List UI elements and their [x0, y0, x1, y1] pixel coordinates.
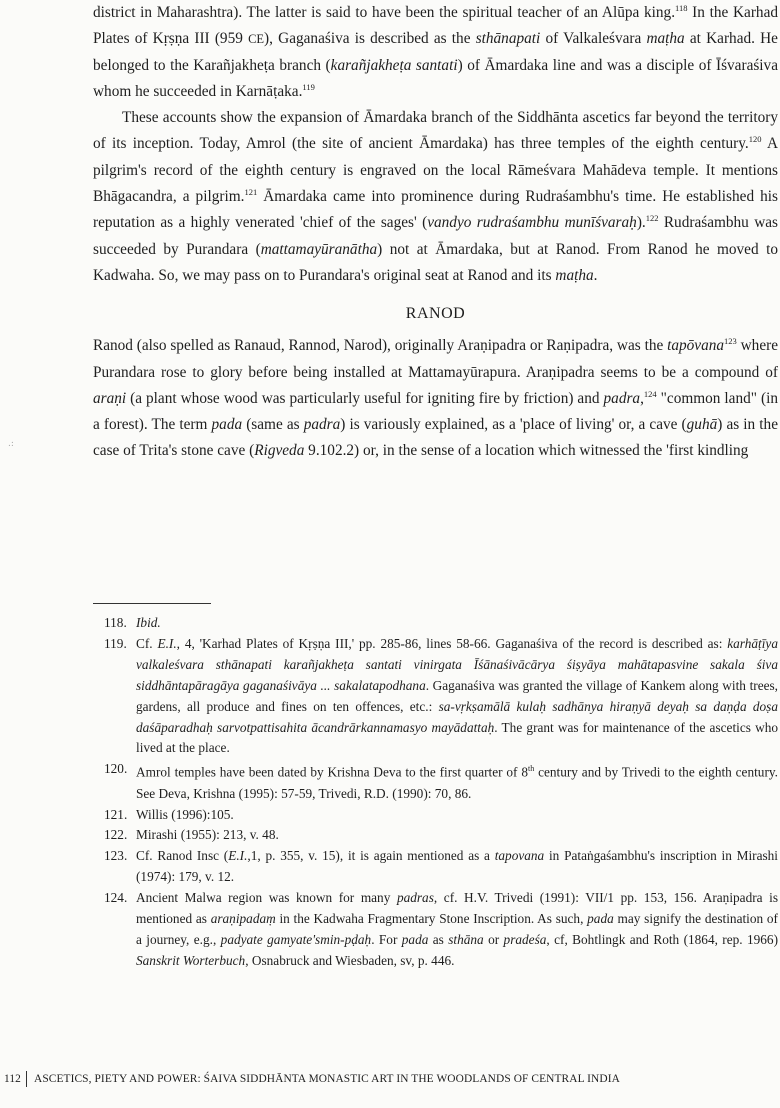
- paragraph-3: Ranod (also spelled as Ranaud, Rannod, Narod), originally Araṇipadra or Raṇipadra, was the tapōvana$^{123}$ where Purandara rose to glory before being installed at Mattamayūrapura. Araṇipadra seems to be a compound of araṇi (a plant whose wood was particularly useful for igniting fire by friction) and padra,$^{124}$ "common land" (in a forest). The term pada (same as padra) is variously explained, as a 'place of living' or, a cave (guhā) as in the case of Trita's stone cave (Rigveda 9.102.2) or, in the sense of a location which witnessed the 'first kindling: [93, 336, 779, 460]
- footer-separator: [26, 1071, 27, 1087]
- footnote-118: 118. Ibid.: [104, 615, 161, 630]
- section-heading: RANOD: [405, 305, 466, 323]
- footnote-124: 124. Ancient Malwa region was known for many padras, cf. H.V. Trivedi (1991): VII/1 pp. 153, 156. Araṇipadra is mentioned as araṇipadaṃ in the Kadwaha Fragmentary Stone Inscription. As such, pada may signify the destination of a journey, e.g., padyate gamyate'smin-pḍaḥ. For pada as sthāna or pradeśa, cf, Bohtlingk and Roth (1864, rep. 1966) Sanskrit Worterbuch, Osnabruck and Wiesbaden, sv, p. 446.: [104, 890, 779, 968]
- footnote-119: 119. Cf. E.I., 4, 'Karhad Plates of Kṛṣṇa III,' pp. 285-86, lines 58-66. Gaganaśiva of the record is described as: karhāṭīya valkaleśvara sthānapati karañjakheṭa santati vinirgata Īśānaśivācārya śiṣyāya mahātapasvine sakala śiva siddhāntapāragāya gaganaśivāya ... sakalatapodhana. Gaganaśiva was granted the village of Kankem along with trees, gardens, all produce and fines on ten offences, etc.: sa-vṛkṣamālā kulaḥ sadhānya hiraṇyā deyaḥ sa daṇḍa doṣa daśāparadhaḥ sarvotpattisahita ācandrārkannamasyo mayādattaḥ. The grant was for maintenance of the ascetics who lived at the place.: [104, 635, 778, 756]
- page-number: 112: [4, 1073, 21, 1085]
- footnote-divider: [93, 603, 211, 604]
- footnote-ref-120[interactable]: 120: [748, 134, 762, 145]
- footnote-ref-124[interactable]: 124: [643, 388, 657, 399]
- margin-scan-mark: .:: [8, 439, 14, 449]
- footnotes: [104, 613, 778, 972]
- paragraph-1: district in Maharashtra). The latter is said to have been the spiritual teacher of an Alūpa king.$^{118}$ In the Karhad Plates of Kṛṣṇa III (959 CE), Gaganaśiva is described as the sthānapati of Valkaleśvara maṭha at Karhad. He belonged to the Karañjakheṭa branch (karañjakheṭa santati) of Āmardaka line and was a disciple of Īśvaraśiva whom he succeeded in Karnāṭaka.$^{119}$: [93, 2, 779, 100]
- footnote-ref-122[interactable]: 122: [645, 213, 659, 224]
- footnote-ref-123[interactable]: 123: [724, 336, 737, 347]
- main-text: [93, 0, 778, 465]
- footnote-123: 123. Cf. Ranod Insc (E.I.,1, p. 355, v. 15), it is again mentioned as a tapovana in Pataṅgaśambhu's inscription in Mirashi (1974): 179, v. 12.: [104, 848, 778, 885]
- footnote-122: 122. Mirashi (1955): 213, v. 48.: [104, 827, 279, 843]
- footnote-ref-118[interactable]: 118: [675, 2, 688, 13]
- footnote-ref-121[interactable]: 121: [244, 186, 258, 197]
- footnote-121: 121. Willis (1996):105.: [104, 806, 234, 822]
- footnote-120: 120. Amrol temples have been dated by Krishna Deva to the first quarter of 8th century and by Trivedi to the eighth century. See Deva, Krishna (1995): 57-59, Trivedi, R.D. (1990): 70, 86.: [104, 761, 778, 801]
- paragraph-2: These accounts show the expansion of Āmardaka branch of the Siddhānta ascetics far beyond the territory of its inception. Today, Amrol (the site of ancient Āmardaka) has three temples of the eighth century.$^{120}$ A pilgrim's record of the eighth century is engraved on the local Rāmeśvara Mahādeva temple. It mentions Bhāgacandra, a pilgrim.$^{121}$ Āmardaka came into prominence during Rudraśambhu's time. He established his reputation as a highly venerated 'chief of the sages' (vandyo rudraśambhu munīśvaraḥ).$^{122}$ Rudraśambhu was succeeded by Purandara (mattamayūranātha) not at Āmardaka, but at Ranod. From Ranod he moved to Kadwaha. So, we may pass on to Purandara's original seat at Ranod and its maṭha.: [93, 109, 778, 284]
- book-title: ASCETICS, PIETY AND POWER: ŚAIVA SIDDHĀNTA MONASTIC ART IN THE WOODLANDS OF CENTRAL INDIA: [34, 1073, 620, 1085]
- footnote-ref-119[interactable]: 119: [302, 81, 315, 92]
